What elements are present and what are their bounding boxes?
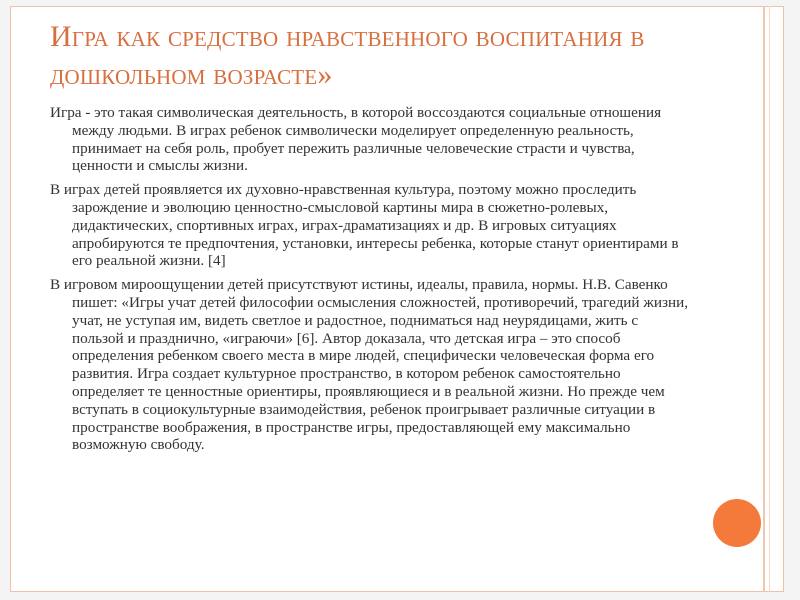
paragraph-3: В игровом мироощущении детей присутствуют истины, идеалы, правила, нормы. Н.В. Савенко пишет: «Игры учат детей философии осмысления сложностей, противоречий, трагедий жизни, учат, не уступая им, видеть светлое и радостное, подниматься над неурядицами, жить с пользой и празднично, «играючи» [6]. Автор доказала, что детская игра – это способ определения ребенком своего места в мире людей, специфически человеческая форма его развития. Игра создает культурное пространство, в котором ребенок самостоятельно определяет те ценностные ориентиры, проявляющиеся и в реальной жизни. Но прежде чем вступать в социокультурные взаимодействия, ребенок проигрывает различные ситуации в пространстве воображения, в пространстве игры, предоставляющей ему максимально возможную свободу.: [50, 276, 689, 454]
decorative-circle-icon: [713, 499, 761, 547]
decorative-vertical-rule: [763, 6, 765, 592]
paragraph-1: Игра - это такая символическая деятельность, в которой воссоздаются социальные отношения между людьми. В играх ребенок символически моделирует определенную реальность, принимает на себя роль, пробует пережить различные человеческие страсти и чувства, ценности и смыслы жизни.: [50, 104, 662, 175]
slide-title: Игра как средство нравственного воспитания в дошкольном возрасте»: [50, 20, 645, 91]
decorative-vertical-rule-thin: [769, 6, 770, 592]
paragraph-2: В играх детей проявляется их духовно-нравственная культура, поэтому можно проследить зарождение и эволюцию ценностно-смысловой картины мира в сюжетно-ролевых, дидактических, спортивных играх, играх-драматизациях и др. В игровых ситуациях апробируются те предпочтения, установки, интересы ребенка, которые станут ориентирами в его реальной жизни. [4]: [50, 181, 679, 270]
slide-body: [50, 104, 690, 460]
